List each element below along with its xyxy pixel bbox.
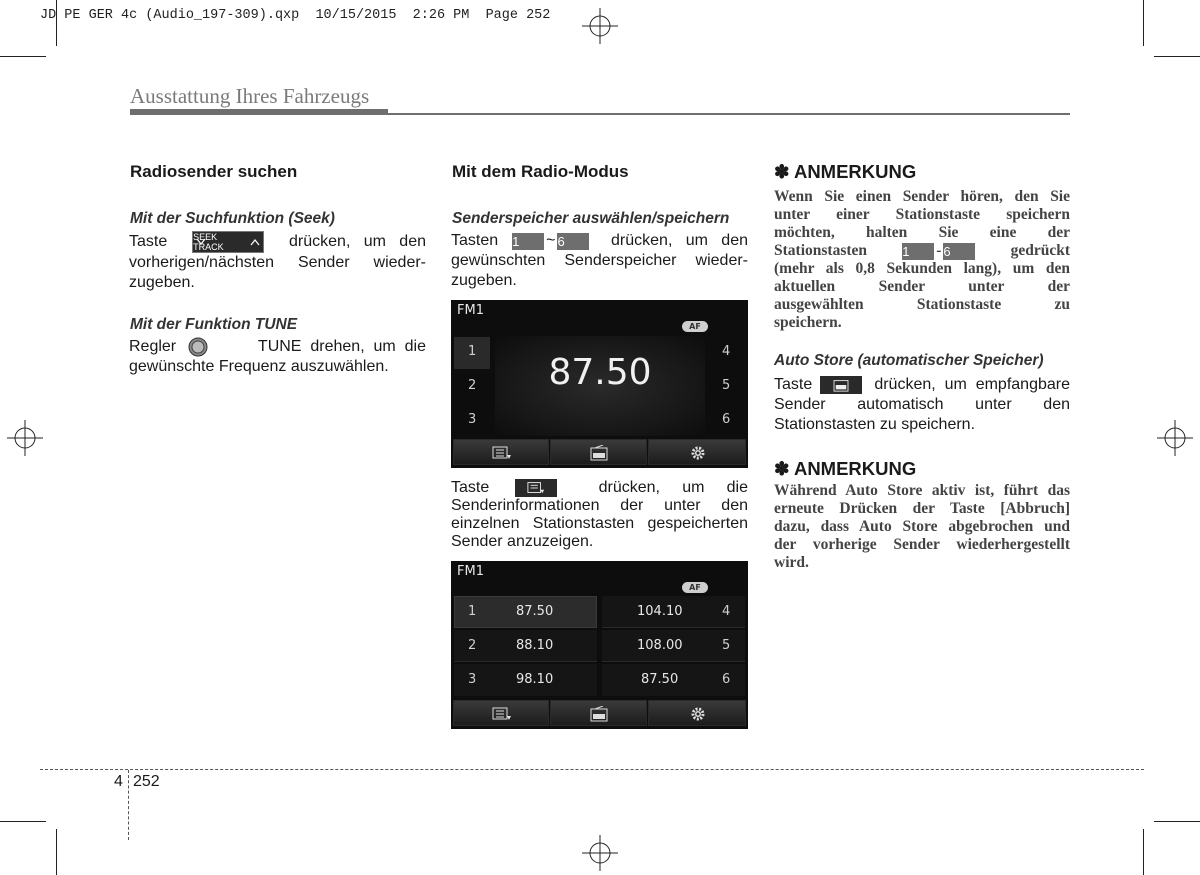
chevron-down-icon xyxy=(196,238,206,246)
crop-mark xyxy=(1143,829,1144,875)
registration-mark-icon xyxy=(582,835,618,871)
radio-screen-preset-list xyxy=(451,561,748,729)
preset-frequency: 108.00 xyxy=(637,638,683,653)
preset-frequency: 104.10 xyxy=(637,604,683,619)
text: einzelnen Stationstasten gespeicherten xyxy=(451,515,748,532)
preset-number: 4 xyxy=(722,604,731,619)
registration-mark-icon xyxy=(1157,420,1193,456)
text: Sender automatisch unter den xyxy=(774,396,1070,413)
text: drücken, um empfangbare xyxy=(874,376,1070,393)
registration-mark-icon xyxy=(582,8,618,44)
screen-button-bar xyxy=(453,439,746,465)
text: Senderinformationen der unter den xyxy=(451,497,748,514)
registration-mark-icon xyxy=(7,420,43,456)
section-title: Ausstattung Ihres Fahrzeugs xyxy=(130,84,370,108)
preset-number: 6 xyxy=(722,412,731,427)
preset-frequency: 98.10 xyxy=(516,672,554,687)
preset-number: 4 xyxy=(722,344,731,359)
auto-store-paragraph xyxy=(774,375,1070,435)
text: gewünschte Frequenz auszuwählen. xyxy=(129,358,389,375)
auto-store-icon xyxy=(590,445,608,461)
crop-mark xyxy=(0,821,46,822)
gear-icon xyxy=(690,706,706,722)
title-rule xyxy=(388,113,1070,115)
text: drücken, um die xyxy=(598,479,748,496)
text: ~ xyxy=(546,232,556,249)
station-info-paragraph xyxy=(451,479,748,551)
af-badge: AF xyxy=(682,321,708,332)
text: gedrückt xyxy=(1010,242,1070,259)
text: zugeben. xyxy=(129,274,195,291)
text: Stationstasten zu speichern. xyxy=(774,416,976,433)
note-title: ✽ ANMERKUNG xyxy=(774,161,917,182)
station-list-icon xyxy=(492,446,512,460)
seek-track-button-icon xyxy=(192,231,264,253)
preset-frequency: 88.10 xyxy=(516,638,554,653)
auto-store-icon xyxy=(590,706,608,722)
text: Taste xyxy=(451,479,490,496)
station-list-key-icon xyxy=(515,479,557,497)
text: dazu, dass Auto Store abgebrochen und xyxy=(774,518,1070,535)
text: - xyxy=(936,242,942,259)
preset-number: 1 xyxy=(468,604,477,619)
preset-key-6: 6 xyxy=(557,233,589,250)
preset-number: 3 xyxy=(468,412,477,427)
heading-radio-modus: Mit dem Radio-Modus xyxy=(452,162,629,181)
settings-button[interactable] xyxy=(648,439,746,465)
text: aktuellen Sender unter der xyxy=(774,278,1070,295)
text: möchten, halten Sie eine der xyxy=(774,224,1070,241)
radio-screen-fm1 xyxy=(451,300,748,468)
text: Regler xyxy=(129,338,177,355)
text: vorherigen/nächsten Sender wieder- xyxy=(129,254,426,271)
frequency-display: 87.50 xyxy=(548,352,652,393)
text: Tasten xyxy=(451,232,499,249)
settings-button[interactable] xyxy=(648,700,746,726)
text: Taste xyxy=(774,376,813,393)
auto-store-button[interactable] xyxy=(550,439,647,465)
text: zugeben. xyxy=(451,272,517,289)
subheading-senderspeicher: Senderspeicher auswählen/speichern xyxy=(452,210,730,227)
subheading-seek: Mit der Suchfunktion (Seek) xyxy=(130,210,335,227)
text: wird. xyxy=(774,554,809,571)
band-label: FM1 xyxy=(457,303,484,318)
chevron-up-icon xyxy=(250,238,260,246)
title-rule xyxy=(130,109,388,115)
tune-knob-icon xyxy=(188,337,208,357)
preset-number: 3 xyxy=(468,672,477,687)
preset-paragraph xyxy=(451,231,748,291)
text: erneute Drücken der Taste [Abbruch] xyxy=(774,500,1070,517)
note-paragraph xyxy=(774,482,1070,572)
station-list-icon xyxy=(492,707,512,721)
preset-frequency: 87.50 xyxy=(516,604,554,619)
preset-number: 5 xyxy=(722,638,731,653)
subheading-auto-store: Auto Store (automatischer Speicher) xyxy=(774,352,1044,369)
seek-label: SEEK xyxy=(193,232,218,242)
text: TUNE drehen, um die xyxy=(257,338,426,355)
footer-divider xyxy=(40,769,1144,770)
text: Taste xyxy=(129,233,168,250)
page-number: 252 xyxy=(133,773,160,790)
print-header: JD PE GER 4c (Audio_197-309).qxp 10/15/2015 2:26 PM Page 252 xyxy=(40,8,551,23)
screen-button-bar xyxy=(453,700,746,726)
text: drücken, um den xyxy=(611,232,748,249)
gear-icon xyxy=(690,445,706,461)
auto-store-button[interactable] xyxy=(550,700,647,726)
preset-key-6: 6 xyxy=(943,243,975,260)
text: Sender anzuzeigen. xyxy=(451,533,594,550)
note-paragraph xyxy=(774,188,1070,332)
note-title: ✽ ANMERKUNG xyxy=(774,458,917,479)
text: Stationstasten xyxy=(774,242,868,259)
text: Wenn Sie einen Sender hören, den Sie xyxy=(774,188,1070,205)
crop-mark xyxy=(0,56,46,57)
preset-frequency: 87.50 xyxy=(641,672,679,687)
text: gewünschten Senderspeicher wieder- xyxy=(451,252,748,269)
text: ausgewählten Stationstaste zu xyxy=(774,296,1070,313)
band-label: FM1 xyxy=(457,564,484,579)
text: drücken, um den xyxy=(289,233,426,250)
preset-number: 6 xyxy=(722,672,731,687)
tune-paragraph xyxy=(129,337,426,377)
footer-divider xyxy=(128,770,129,840)
preset-key-1: 1 xyxy=(512,233,544,250)
text: der vorherige Sender wiederhergestellt xyxy=(774,536,1070,553)
seek-paragraph xyxy=(129,231,426,293)
crop-mark xyxy=(56,829,57,875)
af-badge: AF xyxy=(682,582,708,593)
heading-radiosender-suchen: Radiosender suchen xyxy=(130,162,298,181)
preset-number: 5 xyxy=(722,378,731,393)
station-list-icon xyxy=(527,481,545,495)
crop-mark xyxy=(56,0,57,46)
text xyxy=(129,253,426,273)
subheading-tune: Mit der Funktion TUNE xyxy=(130,316,298,333)
station-info-button[interactable] xyxy=(453,439,549,465)
text: Während Auto Store aktiv ist, führt das xyxy=(774,482,1070,499)
auto-store-key-icon xyxy=(820,376,862,394)
preset-number: 1 xyxy=(468,344,477,359)
text: unter einer Stationstaste speichern xyxy=(774,206,1070,223)
crop-mark xyxy=(1143,0,1144,46)
preset-number: 2 xyxy=(468,638,477,653)
crop-mark xyxy=(1154,821,1200,822)
text: (mehr als 0,8 Sekunden lang), um den xyxy=(774,260,1070,277)
station-info-button[interactable] xyxy=(453,700,549,726)
preset-key-1: 1 xyxy=(902,243,934,260)
crop-mark xyxy=(1154,56,1200,57)
track-label: TRACK xyxy=(193,242,224,252)
auto-store-icon xyxy=(833,378,849,392)
chapter-number: 4 xyxy=(114,773,123,790)
preset-number: 2 xyxy=(468,378,477,393)
text: speichern. xyxy=(774,314,842,331)
